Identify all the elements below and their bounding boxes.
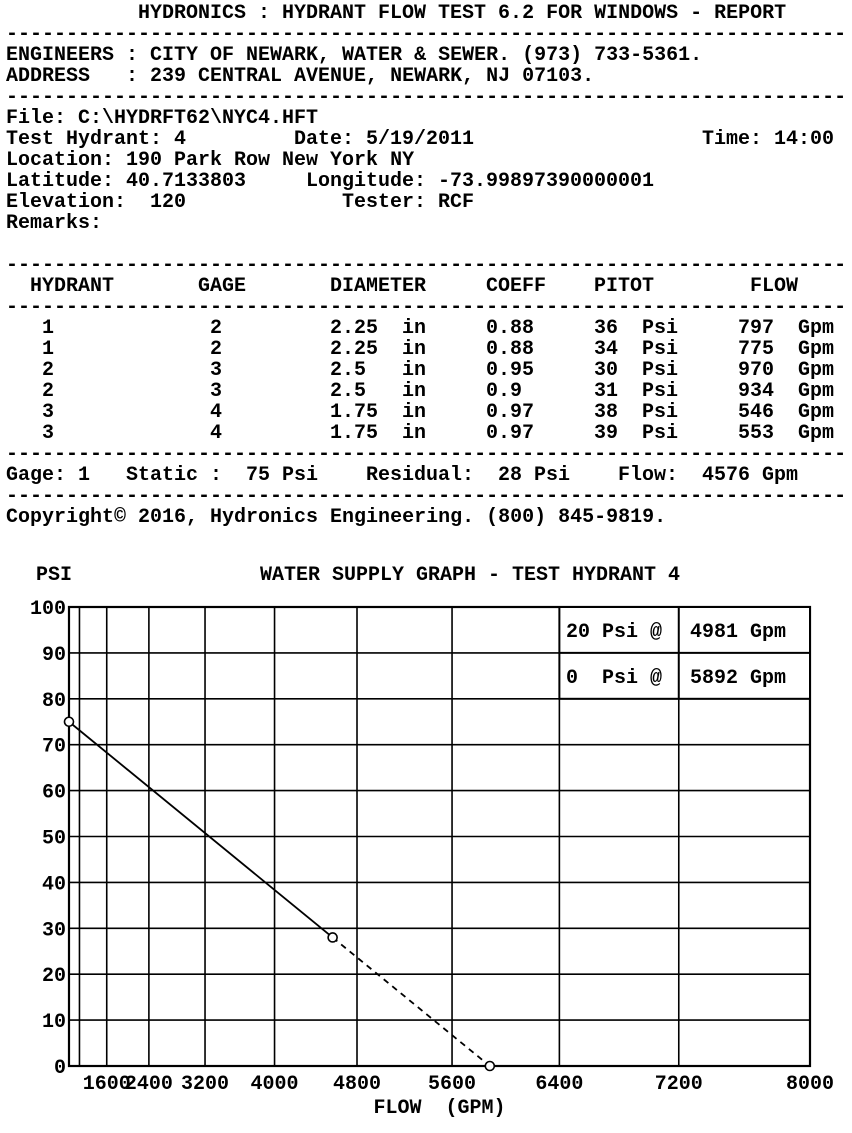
col-header-flow: FLOW — [750, 275, 799, 298]
cell-pitot-unit: Psi — [642, 380, 679, 403]
cell-diameter-unit: in — [402, 401, 427, 424]
elevation-tester-line — [0, 192, 852, 213]
y-tick-label: 40 — [41, 873, 66, 897]
divider-line — [0, 24, 852, 45]
engineers-text: ENGINEERS : CITY OF NEWARK, WATER & SEWER. (973) 733-5361. — [6, 44, 703, 67]
cell-pitot: 39 — [594, 422, 619, 445]
summary-gage: Gage: 1 — [6, 464, 91, 487]
cell-coeff: 0.9 — [486, 380, 523, 403]
cell-pitot-unit: Psi — [642, 338, 679, 361]
cell-flow-unit: Gpm — [798, 422, 835, 445]
y-tick-label: 20 — [41, 965, 66, 989]
cell-pitot-unit: Psi — [642, 359, 679, 382]
cell-diameter-unit: in — [402, 380, 427, 403]
hydrant-date-time-line — [0, 129, 852, 150]
cell-flow-unit: Gpm — [798, 338, 835, 361]
cell-coeff: 0.88 — [486, 338, 535, 361]
file-line — [0, 108, 852, 129]
x-tick-label: 1600 — [82, 1073, 131, 1096]
cell-diameter: 1.75 — [330, 401, 379, 424]
cell-flow: 546 — [738, 401, 775, 424]
divider-line — [0, 297, 852, 318]
cell-diameter-unit: in — [402, 338, 427, 361]
cell-gage: 4 — [210, 401, 223, 424]
y-tick-label: 90 — [41, 643, 66, 667]
copyright-text: Copyright© 2016, Hydronics Engineering. (800) 845-9819. — [6, 506, 667, 529]
table-row — [0, 423, 852, 444]
cell-coeff: 0.88 — [486, 317, 535, 340]
file-path: File: C:\HYDRFT62\NYC4.HFT — [6, 107, 319, 130]
chart-title: WATER SUPPLY GRAPH - TEST HYDRANT 4 — [259, 564, 681, 587]
address-text: ADDRESS : 239 CENTRAL AVENUE, NEWARK, NJ 07103. — [6, 65, 595, 88]
x-tick-label: 3200 — [181, 1073, 230, 1096]
summary-flow-unit: Gpm — [762, 464, 799, 487]
longitude-text: Longitude: -73.99897390000001 — [306, 170, 655, 193]
y-tick-label: 10 — [41, 1011, 66, 1035]
x-tick-label: 2400 — [124, 1073, 173, 1096]
summary-line — [0, 465, 852, 486]
cell-pitot: 34 — [594, 338, 619, 361]
legend-label: 20 Psi @ — [566, 621, 663, 644]
data-point-marker — [328, 933, 337, 942]
summary-flow-value: 4576 — [702, 464, 751, 487]
col-header-hydrant: HYDRANT — [30, 275, 115, 298]
cell-diameter-unit: in — [402, 359, 427, 382]
cell-pitot: 30 — [594, 359, 619, 382]
divider: ---------------------------------------------------------------------- — [6, 443, 847, 466]
test-hydrant: Test Hydrant: 4 — [6, 128, 187, 151]
divider: ---------------------------------------------------------------------- — [6, 23, 847, 46]
divider: ---------------------------------------------------------------------- — [6, 86, 847, 109]
cell-coeff: 0.95 — [486, 359, 535, 382]
cell-flow-unit: Gpm — [798, 401, 835, 424]
cell-diameter-unit: in — [402, 422, 427, 445]
cell-diameter-unit: in — [402, 317, 427, 340]
remarks-line — [0, 213, 852, 234]
cell-pitot: 36 — [594, 317, 619, 340]
x-tick-label: 7200 — [654, 1073, 703, 1096]
cell-gage: 3 — [210, 359, 223, 382]
copyright-line — [0, 507, 852, 528]
report-title-line — [0, 3, 852, 24]
test-date: Date: 5/19/2011 — [294, 128, 475, 151]
summary-static: Static : 75 Psi — [126, 464, 319, 487]
data-point-marker — [485, 1062, 494, 1071]
y-tick-label: 70 — [41, 735, 66, 759]
cell-gage: 2 — [210, 338, 223, 361]
data-point-marker — [65, 717, 74, 726]
cell-diameter: 2.25 — [330, 317, 379, 340]
series-measured — [69, 722, 333, 938]
y-tick-label: 80 — [41, 689, 66, 713]
cell-pitot-unit: Psi — [642, 401, 679, 424]
col-header-gage: GAGE — [198, 275, 247, 298]
cell-hydrant: 3 — [42, 422, 55, 445]
cell-coeff: 0.97 — [486, 422, 535, 445]
cell-flow-unit: Gpm — [798, 359, 835, 382]
cell-hydrant: 3 — [42, 401, 55, 424]
latitude-text: Latitude: 40.7133803 — [6, 170, 247, 193]
x-tick-label: 5600 — [428, 1073, 477, 1096]
col-header-coeff: COEFF — [486, 275, 547, 298]
x-tick-label: 8000 — [785, 1073, 835, 1096]
flow-table-header — [0, 276, 852, 297]
report-title: HYDRONICS : HYDRANT FLOW TEST 6.2 FOR WINDOWS - REPORT — [138, 2, 787, 25]
divider-line — [0, 255, 852, 276]
y-tick-label: 30 — [41, 919, 66, 943]
lat-long-line — [0, 171, 852, 192]
cell-pitot-unit: Psi — [642, 422, 679, 445]
x-axis-title: FLOW (GPM) — [373, 1097, 506, 1120]
test-time: Time: 14:00 — [702, 128, 835, 151]
cell-gage: 3 — [210, 380, 223, 403]
cell-flow: 934 — [738, 380, 775, 403]
legend-value: 5892 Gpm — [690, 667, 787, 690]
table-row — [0, 318, 852, 339]
cell-hydrant: 2 — [42, 380, 55, 403]
divider-line — [0, 486, 852, 507]
cell-diameter: 1.75 — [330, 422, 379, 445]
remarks-text: Remarks: — [6, 212, 103, 235]
cell-hydrant: 1 — [42, 317, 55, 340]
table-row — [0, 339, 852, 360]
cell-gage: 2 — [210, 317, 223, 340]
tester-text: Tester: RCF — [342, 191, 475, 214]
x-tick-label: 4800 — [332, 1073, 382, 1096]
legend-label: 0 Psi @ — [566, 667, 663, 690]
cell-flow: 797 — [738, 317, 775, 340]
cell-flow-unit: Gpm — [798, 380, 835, 403]
cell-hydrant: 2 — [42, 359, 55, 382]
cell-pitot: 38 — [594, 401, 619, 424]
cell-pitot-unit: Psi — [642, 317, 679, 340]
table-row — [0, 360, 852, 381]
divider-line — [0, 87, 852, 108]
cell-diameter: 2.5 — [330, 380, 367, 403]
cell-pitot: 31 — [594, 380, 619, 403]
y-tick-label: 60 — [41, 781, 66, 805]
engineers-line — [0, 45, 852, 66]
water-supply-chart — [0, 560, 852, 1133]
divider: ---------------------------------------------------------------------- — [6, 485, 847, 508]
divider-line — [0, 444, 852, 465]
cell-flow: 775 — [738, 338, 775, 361]
address-line — [0, 66, 852, 87]
summary-residual: Residual: 28 Psi — [366, 464, 571, 487]
divider: ---------------------------------------------------------------------- — [6, 254, 847, 277]
elevation-text: Elevation: 120 — [6, 191, 187, 214]
cell-diameter: 2.5 — [330, 359, 367, 382]
summary-flow-label: Flow: — [618, 464, 679, 487]
cell-diameter: 2.25 — [330, 338, 379, 361]
cell-flow-unit: Gpm — [798, 317, 835, 340]
legend-value: 4981 Gpm — [690, 621, 787, 644]
cell-flow: 970 — [738, 359, 775, 382]
table-row — [0, 402, 852, 423]
cell-flow: 553 — [738, 422, 775, 445]
cell-gage: 4 — [210, 422, 223, 445]
divider: ---------------------------------------------------------------------- — [6, 296, 847, 319]
x-tick-label: 6400 — [535, 1073, 584, 1096]
table-row — [0, 381, 852, 402]
location-text: Location: 190 Park Row New York NY — [6, 149, 415, 172]
col-header-pitot: PITOT — [594, 275, 655, 298]
y-axis-title: PSI — [36, 564, 73, 587]
cell-coeff: 0.97 — [486, 401, 535, 424]
cell-hydrant: 1 — [42, 338, 55, 361]
y-tick-label: 100 — [29, 598, 66, 621]
y-tick-label: 50 — [41, 827, 66, 851]
y-tick-label: 0 — [53, 1057, 66, 1080]
col-header-diameter: DIAMETER — [330, 275, 427, 298]
location-line — [0, 150, 852, 171]
x-tick-label: 4000 — [250, 1073, 299, 1096]
